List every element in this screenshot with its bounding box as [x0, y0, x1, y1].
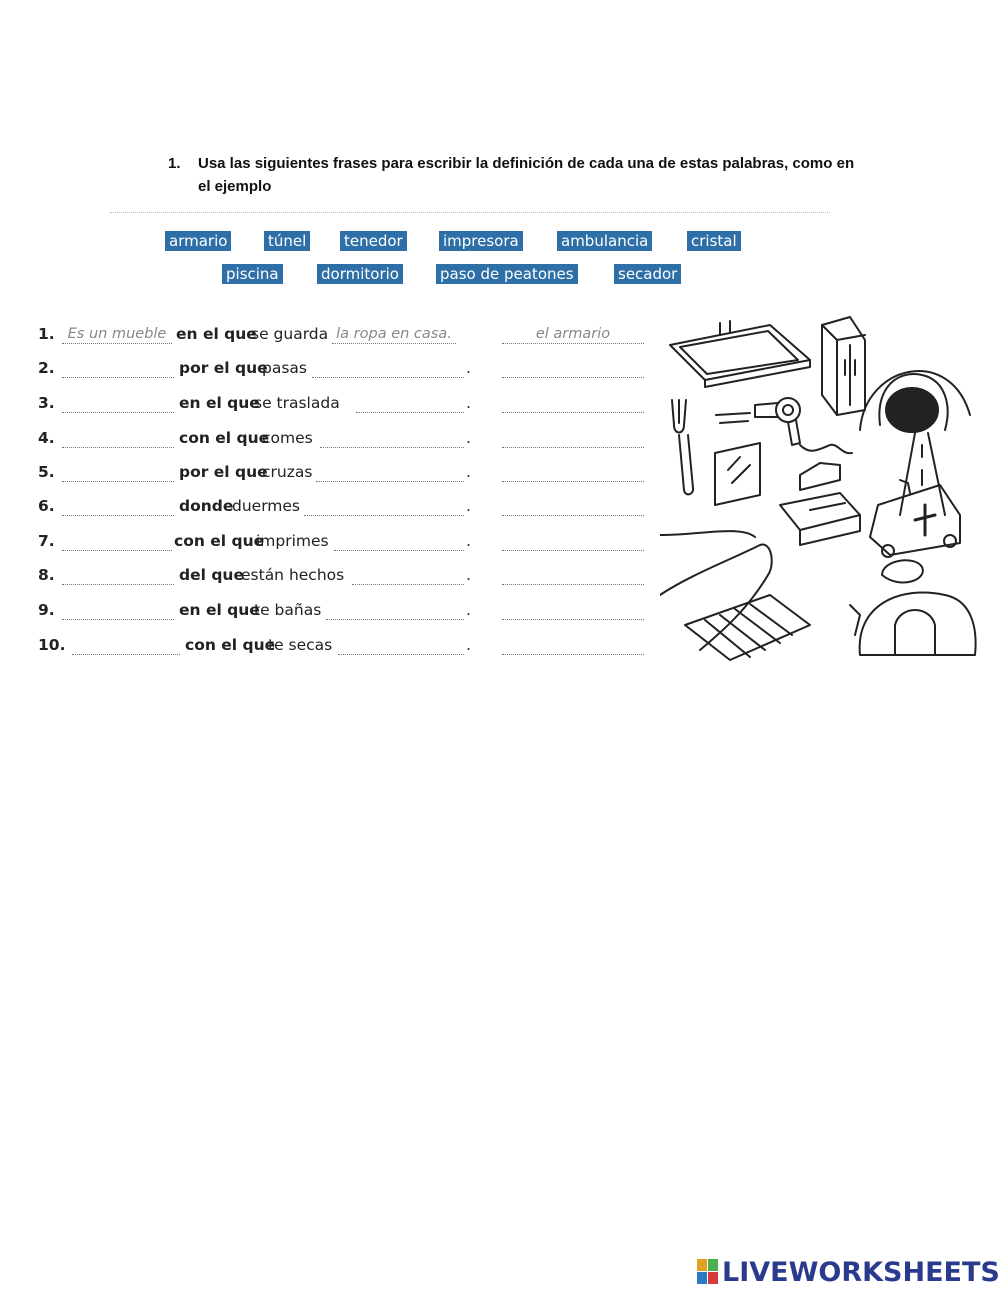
- blank-answer[interactable]: [502, 636, 644, 655]
- connector: con el que: [185, 636, 276, 654]
- brand-name: LIVEWORKSHEETS: [722, 1256, 1000, 1288]
- crosswalk-drawing: [660, 531, 810, 660]
- blank-subject[interactable]: [72, 636, 180, 655]
- blank-complement[interactable]: [356, 394, 464, 413]
- connector: por el que: [179, 359, 268, 377]
- verb: te secas: [268, 636, 333, 654]
- connector: en el que: [179, 394, 260, 412]
- exercise-row-6: [38, 497, 648, 521]
- period: .: [466, 463, 471, 481]
- exercise-row-5: [38, 463, 648, 487]
- divider: [110, 212, 830, 216]
- blank-subject: Es un mueble: [62, 325, 172, 344]
- instruction-number: 1.: [168, 155, 181, 172]
- word-tenedor[interactable]: tenedor: [340, 231, 407, 251]
- exercise-row-8: [38, 566, 648, 590]
- blank-answer[interactable]: [502, 601, 644, 620]
- period: .: [466, 429, 471, 447]
- word-armario[interactable]: armario: [165, 231, 231, 251]
- glass-drawing: [715, 443, 760, 505]
- row-number: 7.: [38, 532, 55, 550]
- word-tunel[interactable]: túnel: [264, 231, 310, 251]
- blank-answer[interactable]: [502, 566, 644, 585]
- connector: con el que: [179, 429, 270, 447]
- fork-drawing: [672, 400, 693, 494]
- blank-subject[interactable]: [62, 566, 174, 585]
- verb: duermes: [232, 497, 301, 515]
- blank-complement[interactable]: [352, 566, 464, 585]
- liveworksheets-logo: [697, 1258, 1000, 1286]
- blank-complement[interactable]: [334, 532, 464, 551]
- blank-subject[interactable]: [62, 429, 174, 448]
- row-number: 4.: [38, 429, 55, 447]
- connector: con el que: [174, 532, 265, 550]
- exercise-row-3: [38, 394, 648, 418]
- verb: están hechos: [241, 566, 345, 584]
- printer-drawing: [780, 463, 860, 545]
- blank-subject[interactable]: [62, 359, 174, 378]
- ambulance-drawing: [870, 480, 960, 557]
- wardrobe-drawing: [822, 317, 865, 415]
- blank-complement[interactable]: [304, 497, 464, 516]
- period: .: [466, 359, 471, 377]
- connector: del que: [179, 566, 244, 584]
- blank-complement[interactable]: [316, 463, 464, 482]
- exercise-row-2: [38, 359, 648, 383]
- verb: se guarda: [251, 325, 329, 343]
- blank-answer[interactable]: [502, 532, 644, 551]
- period: .: [466, 601, 471, 619]
- pool-drawing: [670, 321, 810, 387]
- verb: cruzas: [262, 463, 313, 481]
- word-secador[interactable]: secador: [614, 264, 681, 284]
- blank-complement: la ropa en casa.: [332, 325, 456, 344]
- verb: imprimes: [256, 532, 329, 550]
- verb: te bañas: [254, 601, 322, 619]
- liveworksheets-mark-icon: [697, 1259, 719, 1285]
- blank-subject[interactable]: [62, 601, 174, 620]
- house-drawing: [850, 560, 976, 655]
- connector: en el que: [179, 601, 260, 619]
- blank-answer: el armario: [502, 325, 644, 344]
- row-number: 3.: [38, 394, 55, 412]
- connector: donde: [179, 497, 234, 515]
- blank-subject[interactable]: [62, 463, 174, 482]
- verb: se traslada: [254, 394, 340, 412]
- period: .: [466, 566, 471, 584]
- row-number: 8.: [38, 566, 55, 584]
- row-number: 5.: [38, 463, 55, 481]
- instruction-text: Usa las siguientes frases para escribir la definición de cada una de estas palabras, como en el ejemplo: [198, 155, 855, 195]
- row-number: 6.: [38, 497, 55, 515]
- blank-answer[interactable]: [502, 394, 644, 413]
- verb: pasas: [262, 359, 307, 377]
- word-impresora[interactable]: impresora: [439, 231, 523, 251]
- blank-answer[interactable]: [502, 429, 644, 448]
- blank-complement[interactable]: [338, 636, 464, 655]
- blank-complement[interactable]: [326, 601, 464, 620]
- row-number: 1.: [38, 325, 55, 343]
- blank-answer[interactable]: [502, 497, 644, 516]
- blank-subject[interactable]: [62, 394, 174, 413]
- blank-subject[interactable]: [62, 532, 172, 551]
- period: .: [466, 532, 471, 550]
- word-ambulancia[interactable]: ambulancia: [557, 231, 652, 251]
- row-number: 9.: [38, 601, 55, 619]
- exercise-row-7: [38, 532, 648, 556]
- blank-answer[interactable]: [502, 463, 644, 482]
- connector: en el que: [176, 325, 257, 343]
- exercise-row-9: [38, 601, 648, 625]
- row-number: 2.: [38, 359, 55, 377]
- word-cristal[interactable]: cristal: [687, 231, 741, 251]
- blank-subject[interactable]: [62, 497, 174, 516]
- blank-complement[interactable]: [320, 429, 464, 448]
- exercise-row-1: [38, 325, 648, 349]
- exercise-row-4: [38, 429, 648, 453]
- blank-answer[interactable]: [502, 359, 644, 378]
- period: .: [466, 394, 471, 412]
- connector: por el que: [179, 463, 268, 481]
- word-paso-de-peatones[interactable]: paso de peatones: [436, 264, 578, 284]
- verb: comes: [262, 429, 313, 447]
- exercise-row-10: [38, 636, 648, 660]
- word-dormitorio[interactable]: dormitorio: [317, 264, 403, 284]
- illustration: [660, 305, 980, 665]
- word-piscina[interactable]: piscina: [222, 264, 283, 284]
- period: .: [466, 636, 471, 654]
- row-number: 10.: [38, 636, 66, 654]
- period: .: [466, 497, 471, 515]
- blank-complement[interactable]: [312, 359, 464, 378]
